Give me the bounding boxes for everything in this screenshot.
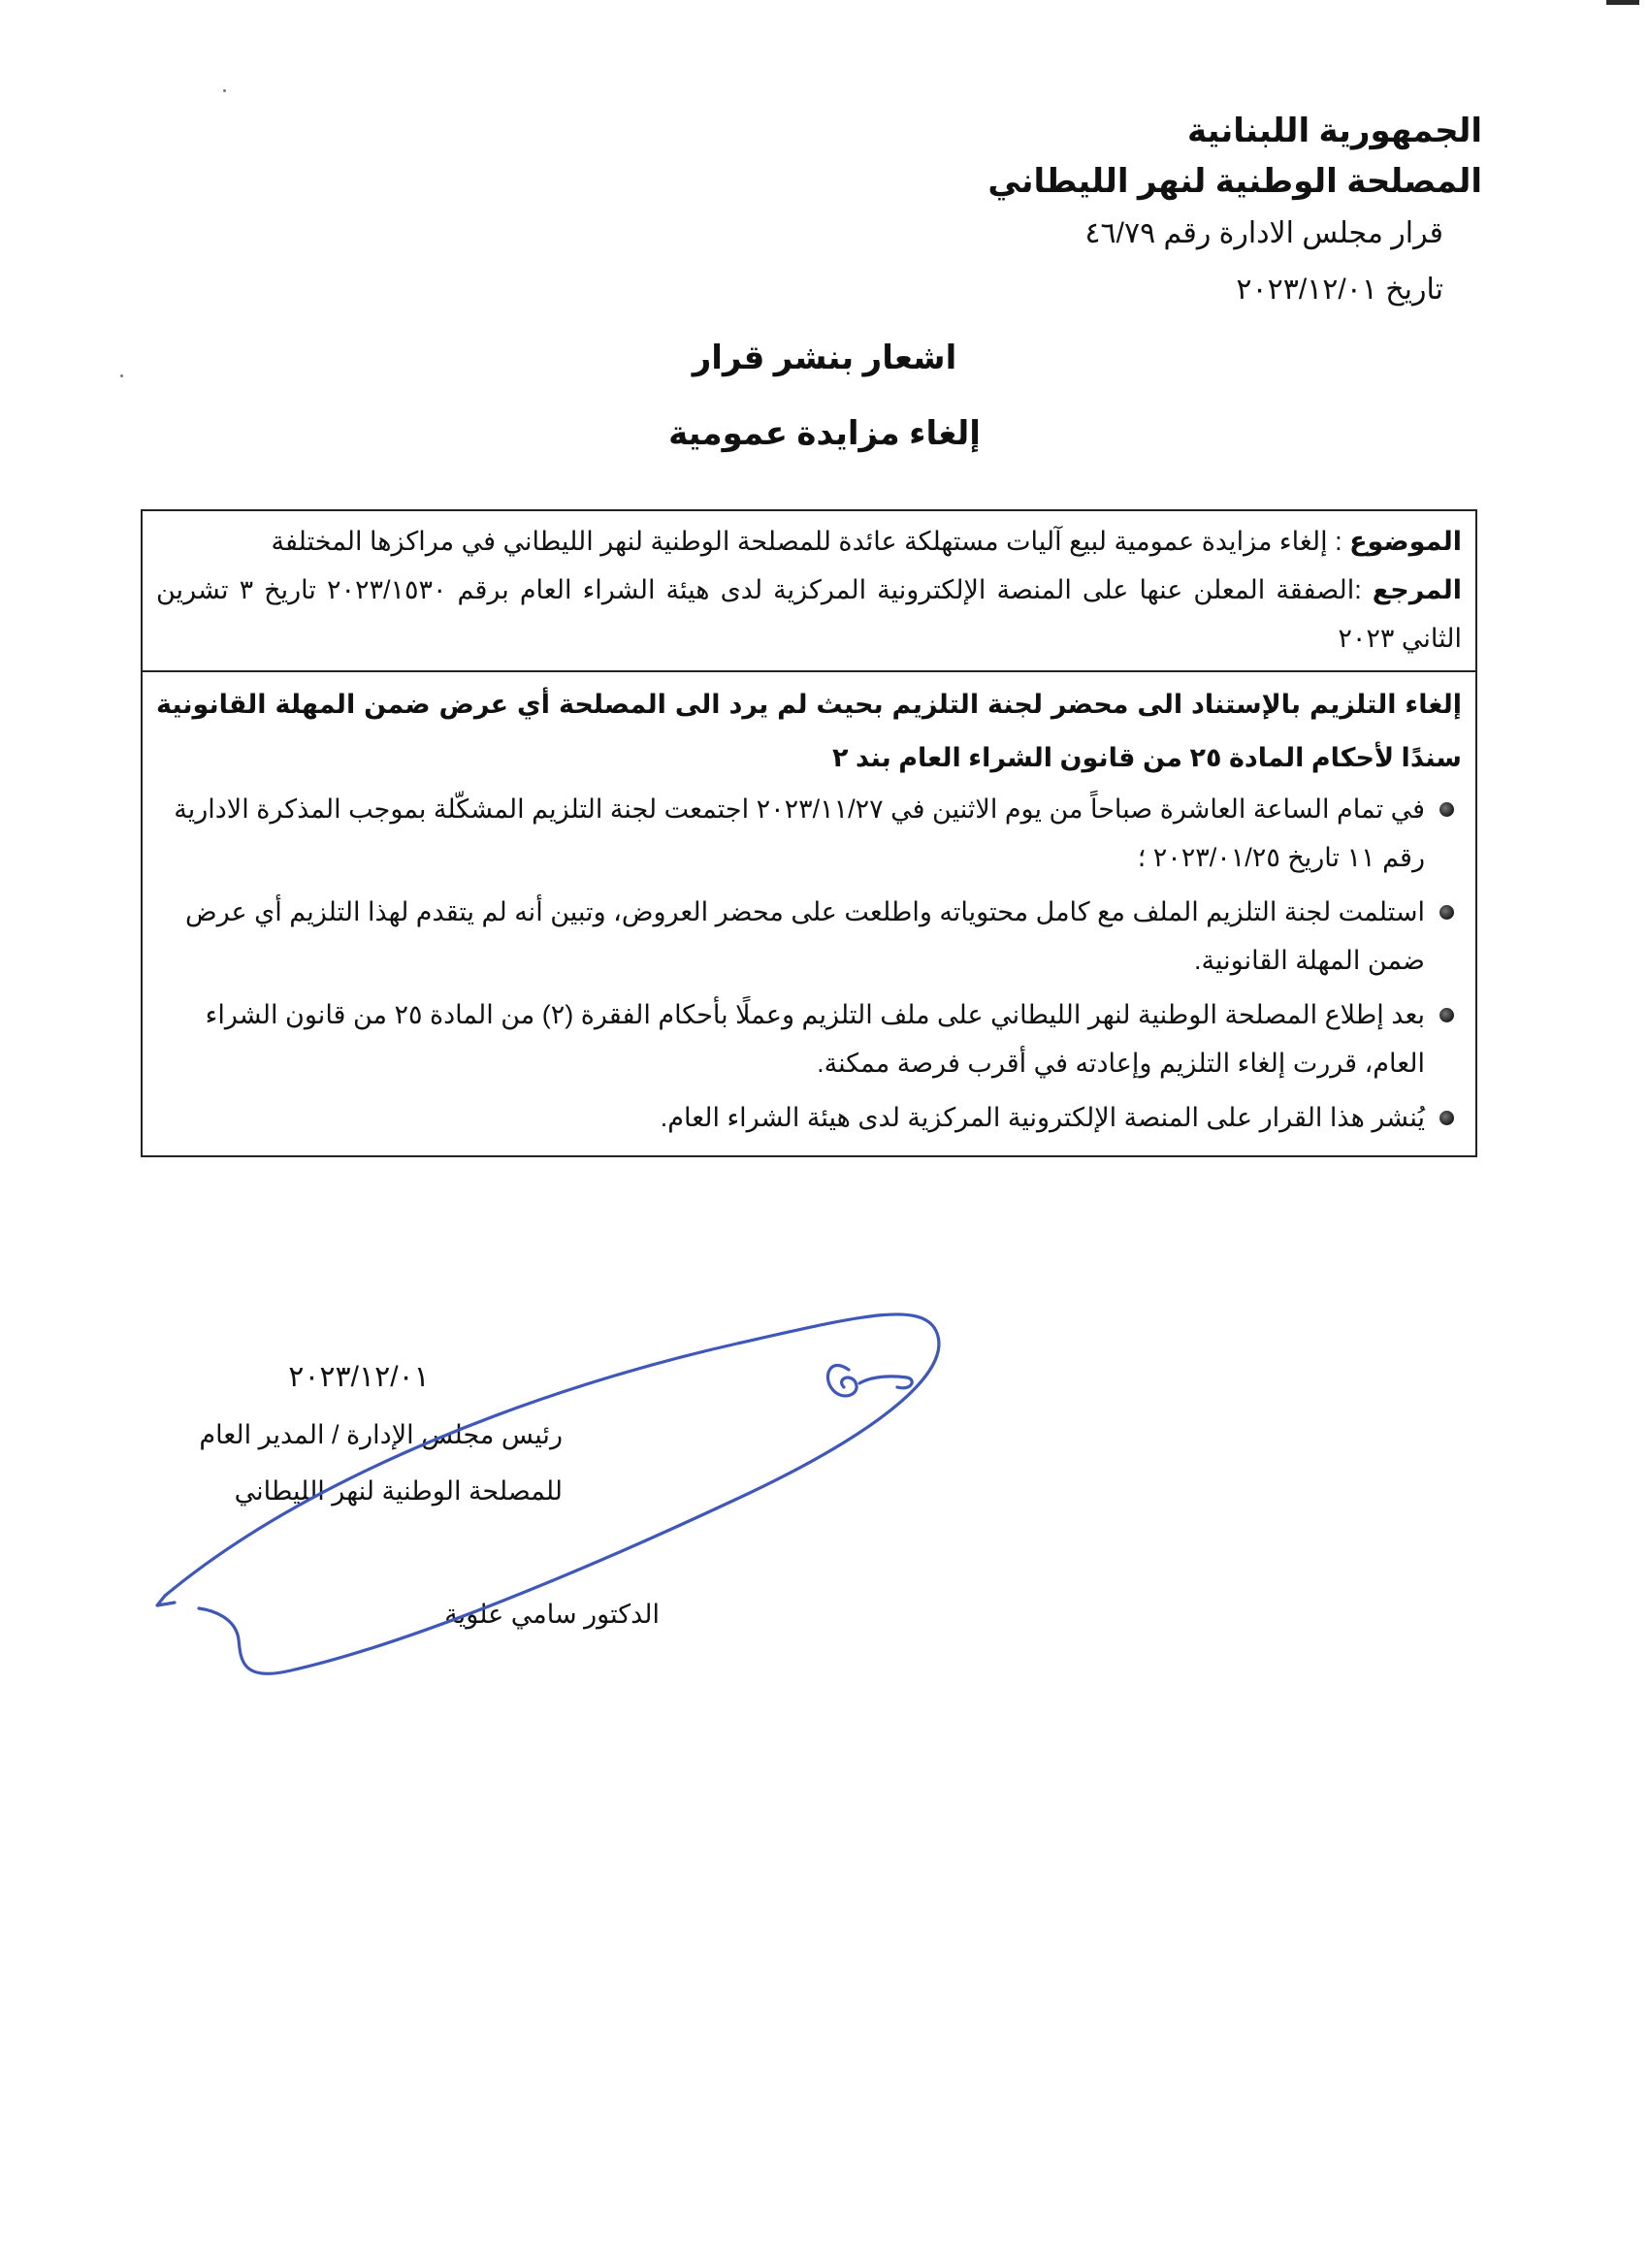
bullet-icon	[1439, 1111, 1454, 1125]
authority-name: المصلحة الوطنية لنهر الليطاني	[987, 163, 1482, 200]
subject-title: إلغاء مزايدة عمومية	[668, 415, 981, 452]
bullet-text: استلمت لجنة التلزيم الملف مع كامل محتوياته واطلعت على محضر العروض، وتبين أنه لم يتقدم لهذا التلزيم أي عرض ضمن المهلة القانونية.	[184, 897, 1425, 975]
signature-block	[155, 1348, 660, 1629]
bullet-text: يُنشر هذا القرار على المنصة الإلكترونية المركزية لدى هيئة الشراء العام.	[660, 1103, 1425, 1132]
subject-reference-section	[143, 511, 1475, 670]
reference-label: المرجع	[1372, 575, 1462, 604]
notice-title: اشعار بنشر قرار	[692, 340, 957, 376]
subject-line	[156, 517, 1462, 566]
decision-reference: قرار مجلس الادارة رقم ٤٦/٧٩	[1084, 217, 1443, 249]
decision-box	[141, 509, 1477, 1157]
signature-initials	[827, 1365, 912, 1395]
document-titles	[0, 320, 1649, 471]
reference-line	[156, 566, 1462, 663]
decision-lead: إلغاء التلزيم بالإستناد الى محضر لجنة التلزيم بحيث لم يرد الى المصلحة أي عرض ضمن المهلة القانونية سندًا لأحكام المادة ٢٥ من قانون الشراء العام بند ٢	[156, 690, 1462, 772]
signature-date: ٢٠٢٣/١٢/٠١	[288, 1361, 430, 1393]
bullet-text: بعد إطلاع المصلحة الوطنية لنهر الليطاني على ملف التلزيم وعملًا بأحكام الفقرة (٢) من المادة ٢٥ من قانون الشراء العام، قررت إلغاء التلزيم وإعادته في أقرب فرصة ممكنة.	[205, 1000, 1425, 1078]
scan-speck	[223, 89, 226, 92]
signature-hook	[157, 1596, 175, 1605]
bullet-item	[156, 888, 1462, 985]
decision-section	[143, 670, 1475, 1155]
subject-label: الموضوع	[1349, 527, 1462, 556]
bullet-icon	[1439, 802, 1454, 817]
signatory-name: الدكتور سامي علوية	[444, 1600, 660, 1629]
subject-text: : إلغاء مزايدة عمومية لبيع آليات مستهلكة عائدة للمصلحة الوطنية لنهر الليطاني في مراكزها المختلفة	[271, 527, 1350, 556]
letterhead	[987, 105, 1482, 318]
scan-corner-mark	[1606, 0, 1639, 5]
reference-text: :الصفقة المعلن عنها على المنصة الإلكترونية المركزية لدى هيئة الشراء العام برقم ٢٠٢٣/١٥٣٠ تاريخ ٣ تشرين الثاني ٢٠٢٣	[156, 575, 1462, 653]
decision-date: تاريخ ٢٠٢٣/١٢/٠١	[1236, 274, 1443, 306]
bullet-item	[156, 785, 1462, 882]
decision-bullets	[156, 785, 1462, 1142]
bullet-item	[156, 990, 1462, 1087]
bullet-icon	[1439, 1008, 1454, 1022]
bullet-icon	[1439, 905, 1454, 920]
bullet-text: في تمام الساعة العاشرة صباحاً من يوم الاثنين في ٢٠٢٣/١١/٢٧ اجتمعت لجنة التلزيم المشكّلة بموجب المذكرة الادارية رقم ١١ تاريخ ٢٠٢٣/٠١/٢٥ ؛	[174, 794, 1425, 872]
bullet-item	[156, 1093, 1462, 1142]
signatory-organization: للمصلحة الوطنية لنهر الليطاني	[234, 1476, 563, 1506]
country-name: الجمهورية اللبنانية	[1187, 113, 1482, 149]
signatory-role: رئيس مجلس الإدارة / المدير العام	[199, 1420, 563, 1449]
